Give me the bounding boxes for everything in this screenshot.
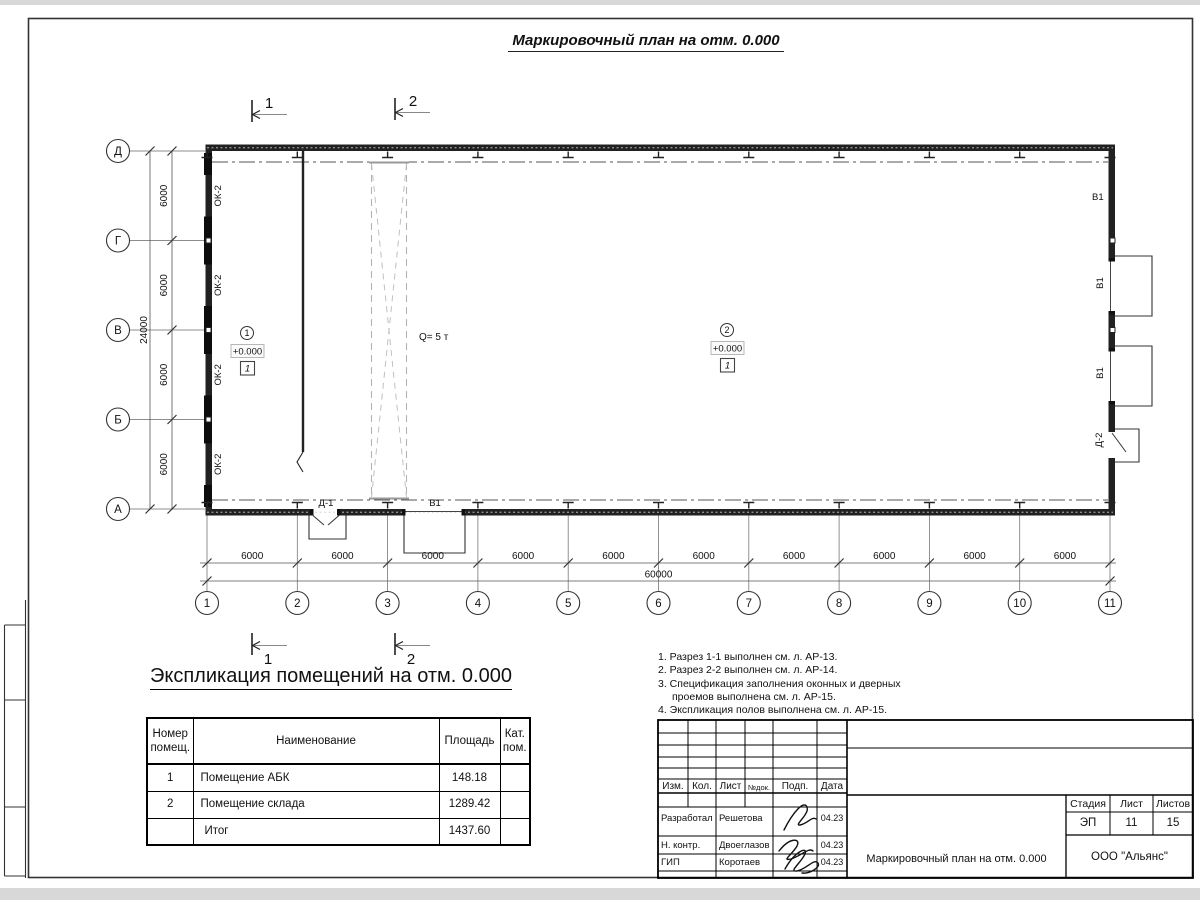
- wall-axis-squares: [206, 238, 1115, 422]
- col-axis-label: 4: [474, 598, 482, 610]
- dim-label: 6000: [963, 551, 986, 562]
- column-bubbles: [196, 592, 1122, 615]
- cell-name: Помещение АБК: [193, 764, 439, 791]
- cell-name: Помещение склада: [193, 791, 439, 818]
- sheet-label: Лист: [1120, 798, 1143, 810]
- col-axis-label: 1: [203, 598, 211, 610]
- room-floor-type: 1: [724, 360, 731, 372]
- crane-rails: [212, 162, 1108, 500]
- col-axis-label: 7: [745, 598, 753, 610]
- cell-category: [500, 764, 530, 791]
- col-axis-label: 11: [1104, 598, 1116, 610]
- door-d2-leaf: [1112, 433, 1126, 452]
- sheets-total: 15: [1166, 817, 1180, 829]
- wall-top: [206, 145, 1116, 152]
- sig-role: ГИП: [661, 857, 680, 868]
- window-label: ОК-2: [213, 274, 224, 296]
- header-room-number: Номер помещ.: [147, 718, 193, 764]
- rev-header-izm: Изм.: [662, 781, 684, 792]
- col-axis-label: 6: [655, 598, 662, 610]
- sig-date: 04.23: [820, 857, 844, 867]
- cell-number: 1: [147, 764, 193, 791]
- dim-label: 6000: [159, 184, 170, 207]
- row-axis-label: Б: [114, 414, 122, 427]
- col-axis-label: 9: [926, 598, 933, 610]
- section-number: 1: [263, 651, 273, 668]
- wall-texture: [207, 148, 1113, 512]
- cell-category: [500, 791, 530, 818]
- walls: [206, 145, 1116, 516]
- section-number: 2: [406, 651, 416, 668]
- col-axis-label: 3: [384, 598, 391, 610]
- window-label: ОК-2: [213, 364, 224, 386]
- column-marks-bottom: [202, 503, 1116, 509]
- dim-label: 6000: [159, 453, 170, 476]
- rev-header-kol: Кол.: [692, 781, 712, 792]
- sig-name: Двоеглазов: [719, 840, 770, 851]
- note-line: 3. Спецификация заполнения оконных и дверных: [658, 677, 901, 690]
- dim-label: 6000: [159, 363, 170, 386]
- table-row: [147, 764, 530, 791]
- note-line: 1. Разрез 1-1 выполнен см. л. АР-13.: [658, 651, 838, 663]
- window-label: ОК-2: [213, 185, 224, 207]
- cell-area: 148.18: [439, 764, 500, 791]
- row-grid: [107, 140, 206, 521]
- sig-role: Н. контр.: [661, 840, 701, 851]
- table-row-total: [147, 818, 530, 845]
- section-number: 2: [408, 93, 418, 110]
- table-header-row: [147, 718, 530, 764]
- room-mark-2: [711, 324, 744, 373]
- room-elevation: +0.000: [712, 343, 743, 355]
- porch-v1-right-2: [1115, 346, 1152, 406]
- signatures: [779, 805, 819, 873]
- room-floor-type: 1: [244, 363, 251, 375]
- sig-name: Решетова: [719, 813, 763, 824]
- opening-jambs: [310, 258, 1115, 516]
- porch-v1-bottom: [404, 516, 465, 554]
- door-d1-swing: [313, 516, 339, 526]
- rev-header-doc: №док.: [748, 783, 770, 792]
- sig-role: Разработал: [661, 813, 713, 824]
- cell-number: 2: [147, 791, 193, 818]
- signature-dvoeglazov: [779, 840, 813, 859]
- row-axis-label: А: [114, 504, 122, 516]
- door-label-d1: Д-1: [318, 498, 334, 509]
- cell-area: 1437.60: [439, 818, 500, 845]
- section-number: 1: [264, 95, 274, 112]
- crane-capacity-label: Q= 5 т: [419, 332, 449, 343]
- col-axis-label: 8: [835, 598, 843, 610]
- company-name: ООО "Альянс": [1091, 851, 1168, 863]
- signature-reshetova: [784, 805, 816, 830]
- porch-d1: [309, 516, 346, 540]
- doc-title: Маркировочный план на отм. 0.000: [866, 853, 1047, 865]
- room-elevation: +0.000: [232, 346, 263, 358]
- note-line: 4. Экспликация полов выполнена см. л. АР-15.: [658, 704, 887, 717]
- room-number: 2: [724, 325, 730, 336]
- sig-name: Коротаев: [719, 857, 761, 868]
- table-row: [147, 791, 530, 818]
- window-label: ОК-2: [213, 453, 224, 475]
- rev-header-list: Лист: [719, 781, 742, 792]
- room-mark-1: [231, 327, 264, 376]
- cell-number: [147, 818, 193, 845]
- col-axis-label: 10: [1013, 598, 1027, 610]
- explication-title-text: Экспликация помещений на отм. 0.000: [150, 665, 512, 690]
- room-number: 1: [244, 328, 250, 339]
- gate-label: В1: [1095, 367, 1106, 379]
- row-axis-label: Д: [114, 146, 122, 158]
- dim-total-height: 24000: [139, 316, 150, 344]
- porch-d2: [1115, 429, 1139, 462]
- stage-label: Стадия: [1070, 798, 1106, 810]
- gate-label: В1: [1095, 277, 1106, 289]
- dim-label: 6000: [602, 551, 625, 562]
- explication-table: [146, 717, 531, 846]
- dim-label: 6000: [692, 551, 715, 562]
- window-ok2: [204, 485, 212, 507]
- stage-value: ЭП: [1079, 817, 1097, 829]
- cell-category: [500, 818, 530, 845]
- sig-date: 04.23: [820, 840, 844, 850]
- explication-title: [150, 665, 512, 688]
- sheets-label: Листов: [1155, 798, 1191, 810]
- crane-bridge: [369, 163, 409, 499]
- sig-date: 04.23: [820, 813, 844, 823]
- column-marks-top: [202, 152, 1116, 158]
- note-line: 2. Разрез 2-2 выполнен см. л. АР-14.: [658, 664, 838, 677]
- dim-label: 6000: [421, 551, 444, 562]
- page-title: [400, 32, 892, 49]
- opening-labels: [213, 185, 1106, 509]
- door-label-d2: Д-2: [1094, 432, 1105, 448]
- gate-lines: [404, 260, 1111, 512]
- row-axis-label: Г: [114, 235, 122, 248]
- notes-list: [658, 651, 901, 717]
- sheet-number: 11: [1125, 817, 1138, 829]
- dim-label: 6000: [782, 551, 806, 562]
- gate-label: В1: [429, 498, 441, 509]
- col-axis-label: 2: [294, 598, 301, 610]
- header-category: Кат. пом.: [500, 718, 530, 764]
- partition-wall: [297, 151, 303, 472]
- gate-label: В1: [1092, 192, 1104, 203]
- dim-label: 6000: [159, 274, 170, 297]
- rev-header-podp: Подп.: [781, 781, 809, 792]
- rev-header-data: Дата: [820, 781, 844, 792]
- wall-right-seg: [1109, 403, 1116, 432]
- dim-label: 6000: [1053, 551, 1077, 562]
- cell-name: Итог: [193, 818, 439, 845]
- dim-label: 6000: [511, 551, 535, 562]
- cell-area: 1289.42: [439, 791, 500, 818]
- dim-total-width: 60000: [644, 569, 673, 581]
- page-title-text: Маркировочный план на отм. 0.000: [508, 32, 783, 52]
- header-area: Площадь: [439, 718, 500, 764]
- porch-v1-right-1: [1115, 256, 1152, 316]
- row-axis-label: В: [114, 325, 122, 337]
- header-name: Наименование: [193, 718, 439, 764]
- note-line: проемов выполнена см. л. АР-15.: [672, 690, 836, 703]
- dim-label: 6000: [241, 551, 264, 562]
- window-ok2: [204, 153, 212, 175]
- wall-bottom-seg: [340, 509, 404, 516]
- col-axis-label: 5: [564, 598, 572, 610]
- dim-label: 6000: [873, 551, 896, 562]
- dim-label: 6000: [331, 551, 354, 562]
